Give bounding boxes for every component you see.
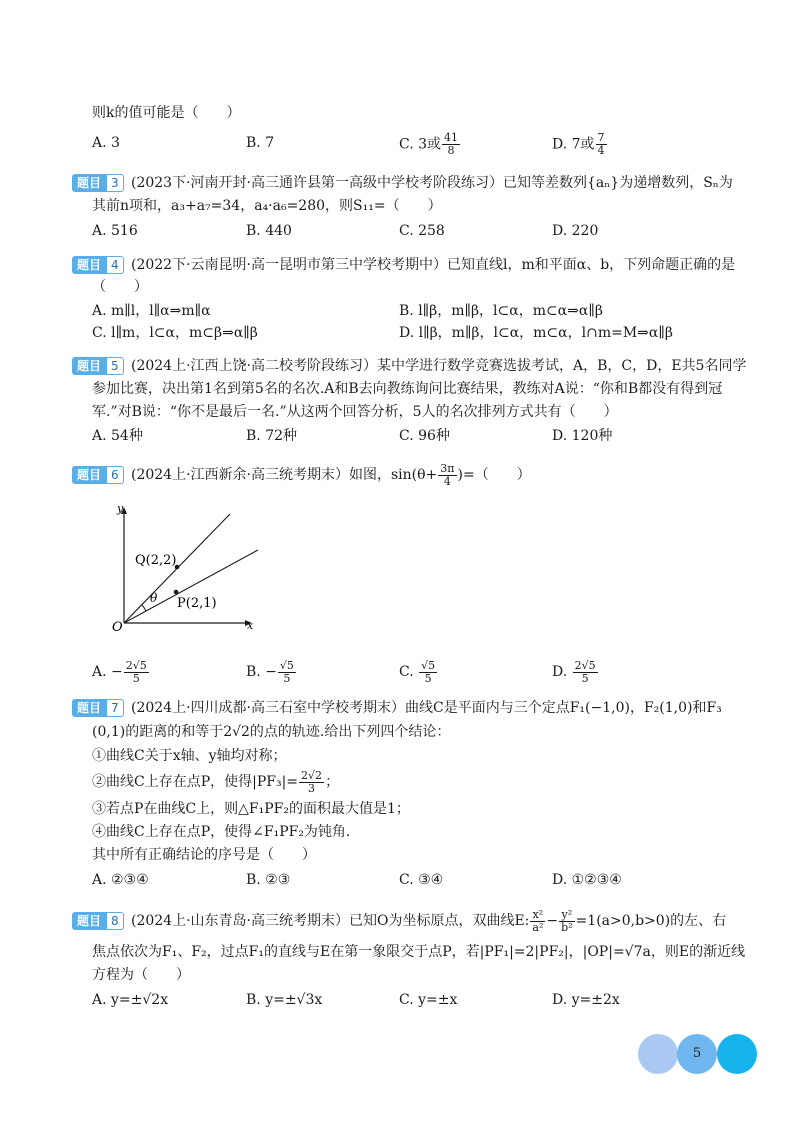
- option-row: [92, 131, 732, 157]
- question-badge-7: 题目 7: [72, 698, 124, 718]
- question-badge-3: 题目 3: [72, 173, 124, 193]
- option-c[interactable]: C. y=±x: [399, 992, 458, 1008]
- option-c[interactable]: C. $\frac{√5}{5}$: [399, 658, 436, 685]
- option-b[interactable]: B. ②③: [246, 872, 291, 888]
- question-7-line-1: (2024上·四川成都·高三石室中学校考期末）曲线C是平面内与三个定点F₁(−1,0)，F₂(1,0)和F₃: [131, 700, 722, 716]
- option-d[interactable]: D. 7或 $\frac{7}{4}$: [552, 131, 605, 157]
- question-badge-8: 题目 8: [72, 911, 124, 931]
- question-3-line-2: 其前n项和，a₃+a₇=34，a₄·a₆=280，则S₁₁=（ ）: [92, 198, 442, 214]
- point-p: [174, 590, 179, 595]
- question-5-line-1: (2024上·江西上饶·高二校考阶段练习）某中学进行数学竞赛选拔考试，A，B，C，D，E共5名同学: [131, 358, 747, 374]
- question-badge-4: 题目 4: [72, 255, 124, 275]
- option-a[interactable]: A. ②③④: [92, 872, 149, 888]
- option-b[interactable]: B. 440: [246, 223, 292, 239]
- decor-circle-right: [717, 1034, 757, 1074]
- question-7-line-2: (0,1)的距离的和等于2√2的点的轨迹.给出下列四个结论：: [92, 724, 451, 740]
- option-a[interactable]: A. 54种: [92, 428, 143, 444]
- question-4-line-1: (2022下·云南昆明·高一昆明市第三中学校考期中）已知直线l，m和平面α、b，下列命题正确的是: [131, 257, 736, 273]
- option-c[interactable]: C. 96种: [399, 428, 450, 444]
- option-d[interactable]: D. $\frac{2√5}{5}$: [552, 658, 596, 685]
- conclusion-3: ③若点P在曲线C上，则△F₁PF₂的面积最大值是1；: [92, 801, 410, 817]
- question-8-line-1: (2024上·山东青岛·高三统考期末）已知O为坐标原点，双曲线E: $\frac{\text{x²}}{\text{a²}}$ − $\frac{\text{y²}}{\text{b²}}$ =1(a>0,b>0)的左、右: [131, 907, 727, 934]
- option-b[interactable]: B. 72种: [246, 428, 298, 444]
- option-a[interactable]: A. m∥l，l∥α⇒m∥α: [92, 303, 211, 319]
- point-p-label: P(2,1): [177, 596, 217, 611]
- option-b[interactable]: B. 7: [246, 135, 275, 151]
- question-badge-5: 题目 5: [72, 356, 124, 376]
- x-axis-label: x: [247, 619, 254, 632]
- page-number: 5: [692, 1046, 702, 1061]
- option-b[interactable]: B. − $\frac{√5}{5}$: [246, 658, 294, 685]
- option-c[interactable]: C. ③④: [399, 872, 444, 888]
- option-row: [92, 220, 732, 242]
- question-5-line-3: 军.”对B说：“你不是最后一名.”从这两个回答分析，5人的名次排列方式共有（ ）: [92, 404, 618, 420]
- question-4-line-2: （ ）: [92, 279, 148, 295]
- option-a[interactable]: A. 516: [92, 223, 138, 239]
- option-c[interactable]: C. l∥m，l⊂α，m⊂β⇒α∥β: [92, 325, 258, 341]
- angle-arc: [142, 605, 146, 611]
- page-number-badge: [638, 1034, 758, 1074]
- option-c[interactable]: C. 258: [399, 223, 445, 239]
- question-8-line-3: 方程为（ ）: [92, 967, 190, 983]
- option-row: [92, 869, 732, 891]
- conclusion-4: ④曲线C上存在点P，使得∠F₁PF₂为钝角.: [92, 824, 351, 840]
- option-row: [92, 989, 732, 1011]
- origin-label: O: [112, 620, 123, 635]
- option-row: [92, 322, 732, 344]
- option-b[interactable]: B. y=±√3x: [246, 992, 323, 1008]
- option-a[interactable]: A. − $\frac{2√5}{5}$: [92, 658, 147, 685]
- question-6-stem: (2024上·江西新余·高三统考期末）如图，sin(θ+ $\frac{3\pi}{4}$ )=（ ）: [131, 461, 531, 488]
- coordinate-figure: [100, 498, 270, 640]
- question-7-ask: 其中所有正确结论的序号是（ ）: [92, 847, 316, 863]
- conclusion-2: ②曲线C上存在点P，使得|PF₃|= $\frac{2√2}{3}$ ；: [92, 768, 340, 795]
- option-row: [92, 300, 732, 322]
- angle-theta-label: θ: [150, 591, 158, 605]
- option-a[interactable]: A. y=±√2x: [92, 992, 169, 1008]
- conclusion-1: ①曲线C关于x轴、y轴均对称；: [92, 748, 287, 764]
- option-c[interactable]: C. 3或 $\frac{41}{8}$: [399, 131, 459, 157]
- question-stem: 则k的值可能是（ ）: [92, 105, 241, 121]
- decor-circle-left: [638, 1034, 678, 1074]
- option-d[interactable]: D. 220: [552, 223, 599, 239]
- option-d[interactable]: D. l∥β，m∥β，l⊂α，m⊂α，l∩m=M⇒α∥β: [399, 325, 673, 341]
- option-d[interactable]: D. ①②③④: [552, 872, 622, 888]
- question-3-line-1: (2023下·河南开封·高三通许县第一高级中学校考阶段练习）已知等差数列{aₙ}为递增数列，Sₙ为: [131, 175, 733, 191]
- y-axis-label: y: [117, 502, 124, 515]
- option-row: [92, 425, 732, 447]
- option-b[interactable]: B. l∥β，m∥β，l⊂α，m⊂α⇒α∥β: [399, 303, 603, 319]
- question-badge-6: 题目 6: [72, 465, 124, 485]
- option-d[interactable]: D. y=±2x: [552, 992, 620, 1008]
- option-row: [92, 656, 732, 688]
- option-a[interactable]: A. 3: [92, 135, 120, 151]
- option-d[interactable]: D. 120种: [552, 428, 613, 444]
- question-8-line-2: 焦点依次为F₁、F₂，过点F₁的直线与E在第一象限交于点P，若|PF₁|=2|PF₂|，|OP|=√7a，则E的渐近线: [92, 944, 746, 960]
- point-q-label: Q(2,2): [135, 553, 177, 568]
- question-5-line-2: 参加比赛，决出第1名到第5名的名次.A和B去向教练询问比赛结果，教练对A说：“你和B都没有得到冠: [92, 381, 723, 397]
